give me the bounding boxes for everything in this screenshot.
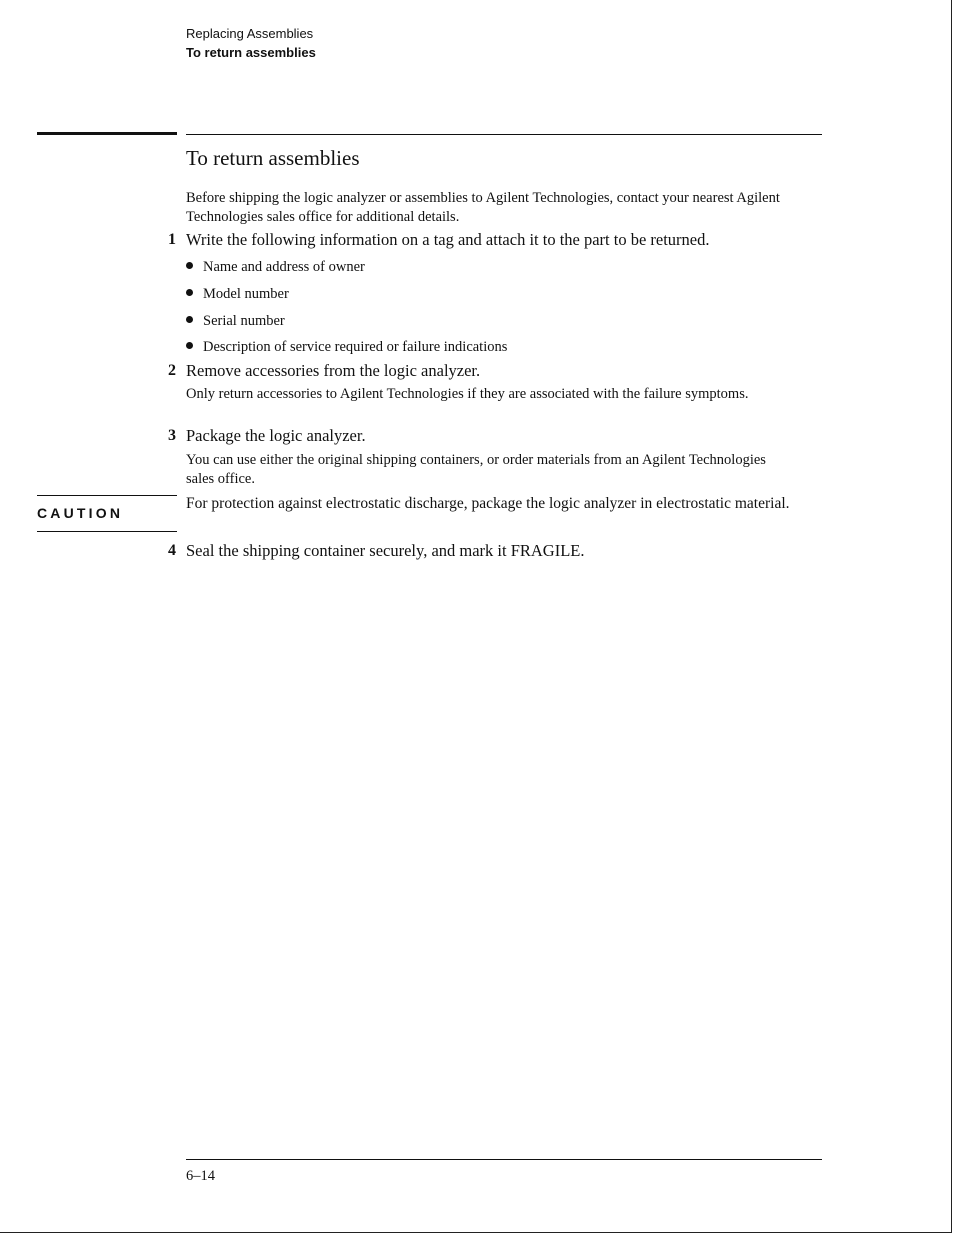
step-number-2: 2: [168, 362, 176, 379]
section-rule-thick: [37, 132, 177, 135]
caution-text: For protection against electrostatic discharge, package the logic analyzer in electrostatic material.: [186, 495, 790, 512]
step-text-4: Seal the shipping container securely, and mark it FRAGILE.: [186, 541, 585, 560]
bullet-text: Serial number: [203, 313, 285, 329]
step-text-1: Write the following information on a tag and attach it to the part to be returned.: [186, 230, 710, 249]
bullet-item: [186, 339, 507, 356]
bullet-dot-icon: [186, 289, 193, 296]
step-3-note: You can use either the original shipping containers, or order materials from an Agilent Technologies sales office.: [186, 452, 766, 487]
section-rule-thin: [186, 134, 822, 135]
bullet-text: Name and address of owner: [203, 259, 365, 275]
step-2-note: Only return accessories to Agilent Technologies if they are associated with the failure symptoms.: [186, 386, 749, 402]
step-number-1: 1: [168, 231, 176, 248]
bullet-item: [186, 259, 365, 276]
page-edge-bottom: [0, 1232, 952, 1233]
step-text-2: Remove accessories from the logic analyzer.: [186, 361, 481, 380]
step-number-3: 3: [168, 427, 176, 444]
header-chapter: Replacing Assemblies: [186, 26, 314, 41]
page-edge-right: [951, 0, 952, 1233]
step-number-4: 4: [168, 542, 176, 559]
running-header: [186, 24, 316, 62]
bullet-text: Description of service required or failure indications: [203, 339, 508, 355]
page-number: 6–14: [186, 1168, 215, 1184]
header-section: To return assemblies: [186, 45, 316, 60]
caution-rule-bottom: [37, 531, 177, 532]
intro-paragraph: Before shipping the logic analyzer or assemblies to Agilent Technologies, contact your nearest Agilent Technologies sales office for additional details.: [186, 190, 780, 225]
step-text-3: Package the logic analyzer.: [186, 426, 366, 445]
bullet-item: [186, 313, 285, 330]
caution-label: CAUTION: [37, 505, 124, 521]
bullet-text: Model number: [203, 286, 289, 302]
bullet-dot-icon: [186, 262, 193, 269]
bullet-dot-icon: [186, 316, 193, 323]
caution-rule-top: [37, 495, 177, 496]
bullet-item: [186, 286, 289, 303]
page-title: To return assemblies: [186, 146, 360, 170]
footer-rule: [186, 1159, 822, 1160]
bullet-dot-icon: [186, 342, 193, 349]
